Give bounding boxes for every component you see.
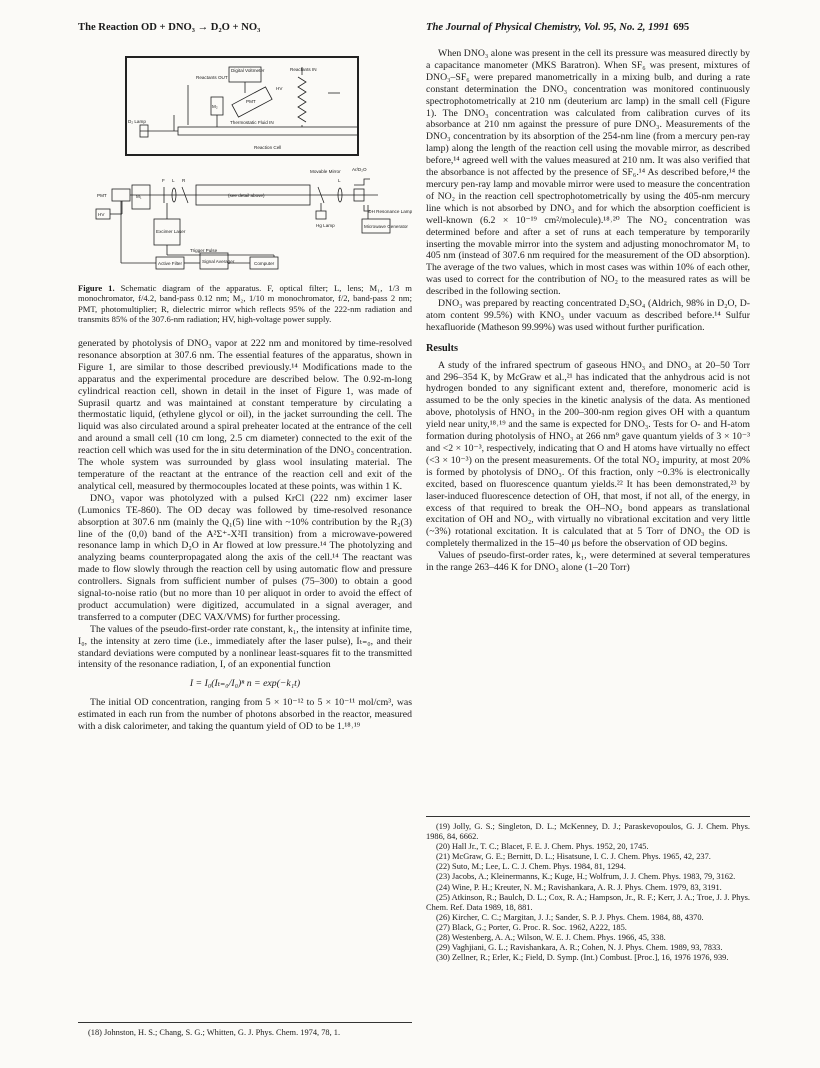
label-detail: (see detail above) <box>228 193 265 198</box>
label-hg-lamp: Hg Lamp <box>316 223 335 228</box>
footnote-rule <box>426 816 750 817</box>
label-l: L <box>172 178 175 183</box>
equation: I = I₀(Iₜ₌₀/I₀)ⁿ n = exp(−k₁t) <box>189 678 301 690</box>
paragraph: generated by photolysis of DNO₃ vapor at 222 nm and monitored by time-resolved resonance absorption at 307.6 nm. The essential features of the apparatus, shown in Figure 1, are similar to those described previously.¹⁴ Modifications made to the apparatus and the experimental procedure are described below. The 0.92-m-long cylindrical reaction cell, shown in detail in the inset of Figure 1, was made of Suprasil quartz and was maintained at constant temperature by circulating a thermostatic liquid, (ethylene glycol or oil), in the jacket surrounding the cell. The liquid was also circulated around a spiral preheater located at the entrance of the cell and around a small cell (10 cm long, 2.5 cm diameter) connected to the exit of the reaction cell which was used for the in situ determination of the DNO₃ concentration. The whole system was surrounded by glass wool insulating material. The temperature of the reactant at the entrance of the reaction cell and exit of the analytical cell, measured by thermocouples located at these points, was within 1 K. <box>78 338 412 492</box>
reference-list <box>426 816 750 963</box>
section-heading-results: Results <box>426 342 459 354</box>
reference-item: (22) Suto, M.; Lee, L. C. J. Chem. Phys. 1984, 81, 1294. <box>436 862 626 872</box>
label-l-right: L <box>338 178 341 183</box>
label-m2: M₂ <box>212 104 218 109</box>
paragraph: DNO₃ was prepared by reacting concentrated D₂SO₄ (Aldrich, 98% in D₂O, D-atom content 99.5%) with KNO₃ under vacuum as described before.¹⁴ Sulfur hexafluoride (Matheson 99.99%) was used without further purification. <box>426 298 750 333</box>
footnote-rule <box>78 1022 412 1023</box>
label-pmt-left: PMT <box>97 193 107 198</box>
running-title: The Reaction OD + DNO₃ → D₂O + NO₃ <box>78 22 261 33</box>
reference-item: (23) Jacobs, A.; Kleinermanns, K.; Kuge, H.; Wolfrum, J. J. Chem. Phys. 1983, 79, 3162. <box>436 872 736 882</box>
reference-item: (30) Zellner, R.; Erler, K.; Field, D. Symp. (Int.) Combust. [Proc.], 16, 1976 1976, 939. <box>436 953 729 963</box>
label-reaction-cell: Reaction Cell <box>254 145 282 150</box>
page-number: 695 <box>673 22 690 33</box>
label-trigger: Trigger Pulse <box>190 248 218 253</box>
label-reactants-out: Reactants OUT <box>196 75 228 80</box>
label-d2-lamp: D₂ Lamp <box>128 119 146 124</box>
reference-item: (18) Johnston, H. S.; Chang, S. G.; Whitten, G. J. Phys. Chem. 1974, 78, 1. <box>88 1028 341 1037</box>
reference-item: (24) Wine, P. H.; Kreuter, N. M.; Ravishankara, A. R. J. Phys. Chem. 1979, 83, 3191. <box>436 882 722 892</box>
label-r: R <box>182 178 186 183</box>
reference-item: (28) Westenberg, A. A.; Wilson, W. E. J. Chem. Phys. 1966, 45, 338. <box>436 933 666 943</box>
reference-item: (20) Hall Jr., T. C.; Blacet, F. E. J. Chem. Phys. 1952, 20, 1745. <box>436 842 649 852</box>
reference-item: (21) McGraw, G. E.; Bernitt, D. L.; Hisatsune, I. C. J. Chem. Phys. 1965, 42, 237. <box>436 852 711 862</box>
label-f: F <box>162 178 165 183</box>
footnote-refs-left <box>78 1022 412 1038</box>
reference-item: (27) Black, G.; Porter, G. Proc. R. Soc. 1962, A222, 185. <box>436 922 627 932</box>
paragraph: When DNO₃ alone was present in the cell its pressure was measured directly by a capacitance manometer (MKS Baratron). When SF₆ was present, mixtures of DNO₃–SF₆ were prepared manometrically in a mixing bulb, and during a rate constant determination the DNO₃ concentration was monitored continuously spectrophotometrically at 210 nm (deuterium arc lamp) in the small cell (Figure 1). The DNO₃ concentration was calculated from calibration curves of its absorbance at 210 nm against the pressure of pure DNO₃. Measurements of the DNO₃ concentration by its absorption of the 254-nm line (from a mercury pen-ray lamp) along the length of the reaction cell using the movable mirror, as described before,¹⁴ agreed well with the values measured at 210 nm. It was also verified that the absorbance is not affected by the presence of SF₆.¹⁴ As described before,¹⁴ the mercury pen-ray lamp and movable mirror were used to measure the concentration of NO₂ in the reaction cell spectrophotometrically by using the 405-nm mercury line which is not absorbed by DNO₃ and for which the absorption coefficient is well-known (6.2 × 10⁻¹⁹ cm²/molecule).¹⁸˒²⁰ The NO₂ concentration was determined before and after a set of runs at each temperature by temporarily inserting the movable mirror into the system and adjusting monochromator M₁ to 405 nm (instead of 307.6 nm required for the measurement of the OD absorption). The average of the two values, which in most cases was within 10% of each other, was used to correct for the contribution of NO₂ to the measured rates as will be described in the following section. <box>426 48 750 298</box>
label-active-filter: Active Filter <box>158 261 182 266</box>
label-movable-mirror: Movable Mirror <box>310 169 341 174</box>
paragraph: The values of the pseudo-first-order rate constant, k₁, the intensity at infinite time, I₀, the intensity at zero time (i.e., immediately after the laser pulse), Iₜ₌₀, and their standard deviations were computed by a nonlinear least-squares fit to the transmitted intensity of the resonance radiation, I, of an exponential function <box>78 623 412 671</box>
paragraph: DNO₃ vapor was photolyzed with a pulsed KrCl (222 nm) excimer laser (Lumonics TE-860). The OD decay was followed by time-resolved resonance absorption at 307.6 nm (mainly the Q₁(5) line with ~10% contribution by the R₂(3) line of the (0,0) band of the A²Σ⁺-X²Π transition) from a microwave-powered resonance lamp in which D₂O in Ar flowed at low pressure.¹⁴ The photolyzing and analyzing beams counterpropagated along the axis of the cell.¹⁴ The reactant was made to flow slowly through the reaction cell by using automatic flow and pressure controllers. Signals from sufficient number of pulses (75–300) to obtain a good signal-to-noise ratio (but no more than 10 per aliquot in order to avoid the effect of product accumulation) were digitized, accumulated in a signal averager, and transferred to a computer (DEC VAX/VMS) for further processing. <box>78 492 412 623</box>
reference-item: (19) Jolly, G. S.; Singleton, D. L.; McKenney, D. J.; Paraskevopoulos, G. J. Chem. Phys. 1986, 84, 6662. <box>426 822 750 842</box>
paragraph: A study of the infrared spectrum of gaseous HNO₃ and DNO₃ at 20–50 Torr and 296–354 K, by McGraw et al.,²¹ has indicated that the anhydrous acid is not hydrogen bonded to any significant extent and, therefore, monomeric acid is assumed to be the only species in the kinetic analysis of the data. As mentioned above, photolysis of HNO₃ in the 200–300-nm region gives OH with a quantum yield near unity,¹⁸˒¹⁹ and the same is expected for DNO₃. Tests for O- and H-atom formation during photolysis of HNO₃ at 266 nm⁹ gave quantum yields of 3 × 10⁻³ and <2 × 10⁻³, respectively, indicating that O and H atoms have virtually no effect (<3 × 10⁻³) on the present measurements. Of the total NO₂ impurity, at most 20% is formed by photolysis of DNO₃. Of this fraction, only ~0.3% is electronically excited, based on fluorescence quantum yields.²² It has been demonstrated,²³ by laser-induced fluorescence detection of OH, that most, if not all, of the energy, in excess of that required to break the OH–NO₂ bond appears as translational excitation of OH and NO₂, with virtually no vibrational excitation and very little (~3%) rotational excitation. It is calculated that at 5 Torr of DNO₃ the OD is completely thermalized in the 15–40 μs before the observation of OD begins. <box>426 359 750 550</box>
label-digital-voltmeter: Digital Voltmeter <box>231 68 265 73</box>
reference-item: (26) Kircher, C. C.; Margitan, J. J.; Sander, S. P. J. Phys. Chem. 1984, 88, 4370. <box>436 912 704 922</box>
left-column <box>78 338 412 733</box>
label-oh-lamp: OH Resonance Lamp <box>368 209 412 214</box>
label-hv-top: HV <box>276 86 283 91</box>
label-computer: Computer <box>254 261 275 266</box>
figure-caption-text: Schematic diagram of the apparatus. F, optical filter; L, lens; M₁, 1/3 m monochromator, f/4.2, band-pass 0.12 nm; M₂, 1/10 m monochromator, f/2, band-pass 2 nm; PMT, photomultiplier; R, dielectric mirror which reflects 95% of the 222-nm radiation and transmits 85% of the 307.6-nm radiation; HV, high-voltage power supply. <box>78 283 412 324</box>
label-hv-left: HV <box>98 212 105 217</box>
label-pmt-top: PMT <box>246 99 256 104</box>
label-excimer: Excimer Laser <box>156 229 186 234</box>
label-signal-averager: Signal Averager <box>202 259 235 264</box>
label-thermostatic: Thermostatic Fluid IN <box>230 120 274 125</box>
label-ar-d2o: Ar/D₂O <box>352 167 367 172</box>
paragraph: The initial OD concentration, ranging from 5 × 10⁻¹² to 5 × 10⁻¹¹ mol/cm³, was estimated in each run from the number of photons absorbed in the reactor, measured with a disk calorimeter, and taking the quantum yield of OD to be 1.¹⁸˒¹⁹ <box>78 697 412 733</box>
figure-1-apparatus-diagram <box>78 45 412 323</box>
paragraph: Values of pseudo-first-order rates, k₁, were determined at several temperatures in the range 263–446 K for DNO₃ alone (1–20 Torr) <box>426 550 750 574</box>
journal-header <box>426 22 689 33</box>
apparatus-schematic <box>78 45 412 277</box>
label-m1: M₁ <box>136 194 142 199</box>
label-microwave: Microwave Generator <box>364 224 408 229</box>
journal-name: The Journal of Physical Chemistry, Vol. 95, No. 2, 1991 <box>426 22 670 33</box>
label-reactants-in: Reactants IN <box>290 67 317 72</box>
figure-caption <box>78 283 412 324</box>
figure-caption-label: Figure 1. <box>78 283 115 293</box>
reference-item: (29) Vaghjiani, G. L.; Ravishankara, A. R.; Cohen, N. J. Phys. Chem. 1989, 93, 7833. <box>436 943 723 953</box>
right-column <box>426 48 750 574</box>
reference-item: (25) Atkinson, R.; Baulch, D. L.; Cox, R. A.; Hampson, Jr., R. F.; Kerr, J. A.; Troe, J. J. Phys. Chem. Ref. Data 1989, 18, 881. <box>426 892 750 912</box>
